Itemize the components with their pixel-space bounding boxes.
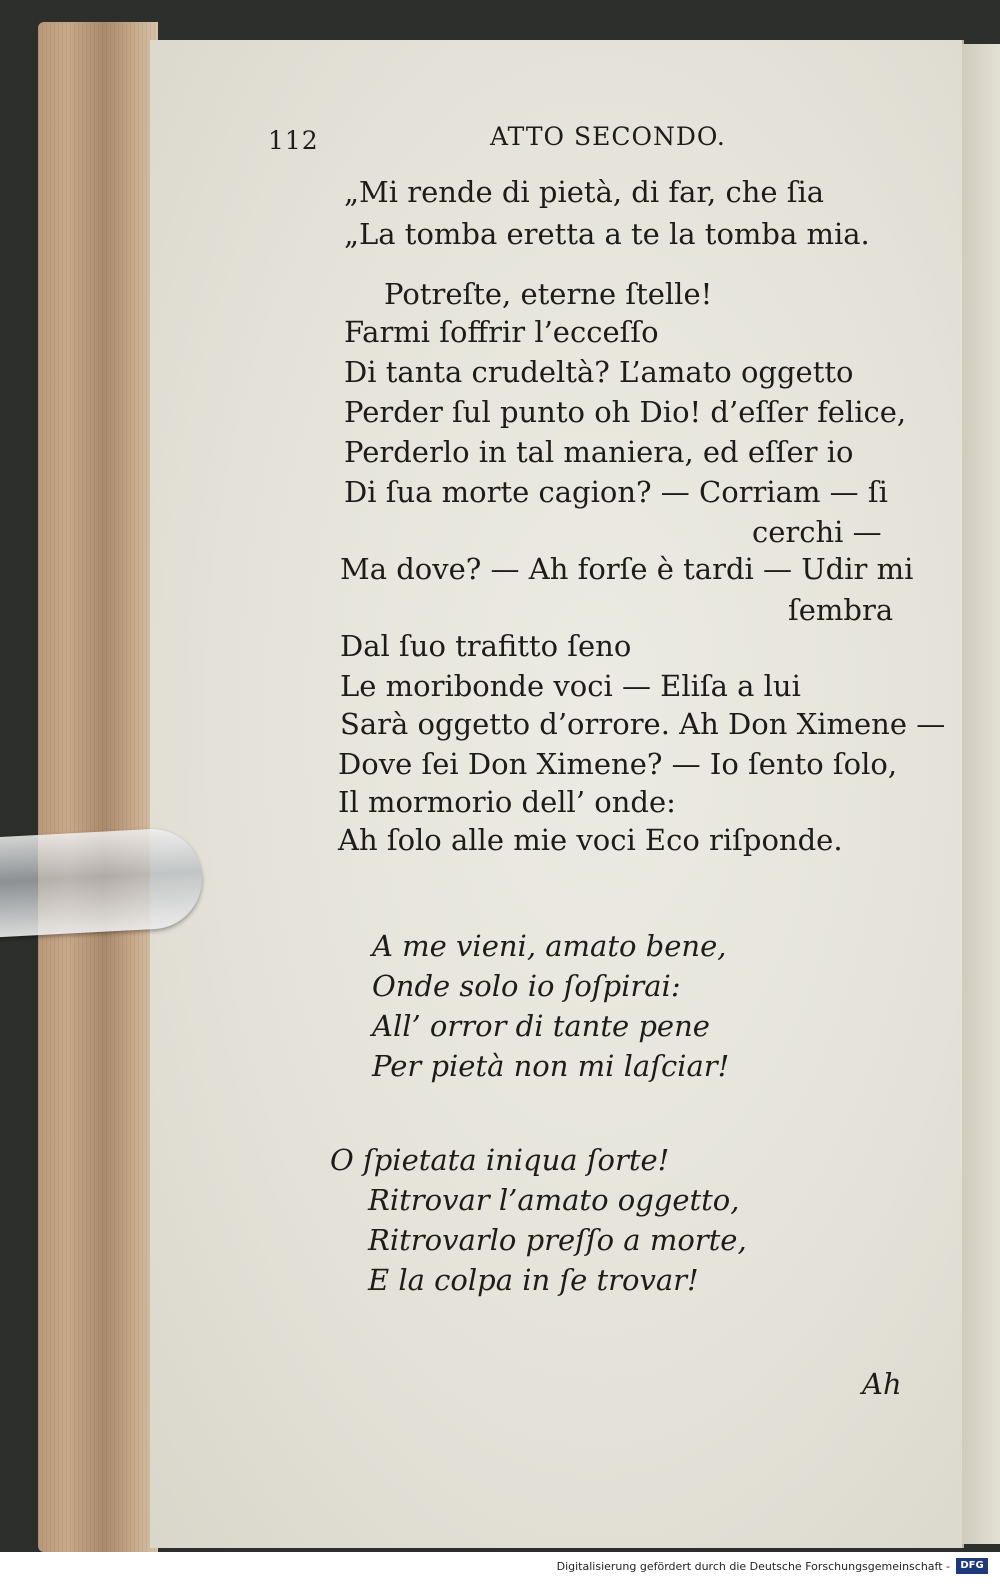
aria-line: E la colpa in ſe trovar! bbox=[368, 1263, 699, 1297]
page-clip bbox=[0, 827, 204, 938]
aria-line: A me vieni, amato bene, bbox=[372, 929, 727, 963]
book-page-edges bbox=[38, 22, 158, 1552]
page-number: 112 bbox=[268, 126, 319, 155]
verse-line: „Mi rende di pietà, di far, che ſia bbox=[344, 175, 825, 209]
aria-line: Onde solo io ſoſpirai: bbox=[372, 969, 681, 1003]
dfg-logo: DFG bbox=[956, 1558, 988, 1574]
aria-line: O ſpietata iniqua ſorte! bbox=[330, 1143, 670, 1177]
recitative-line: Dal ſuo trafitto ſeno bbox=[340, 629, 632, 663]
footer bbox=[0, 1552, 1000, 1588]
recitative-line: Il mormorio dell’ onde: bbox=[338, 785, 676, 819]
facing-page-edge bbox=[962, 44, 1000, 1544]
recitative-line: cerchi — bbox=[752, 515, 882, 549]
recitative-line: Le moribonde voci — Eliſa a lui bbox=[340, 669, 801, 703]
recitative-line: Di tanta crudeltà? L’amato oggetto bbox=[344, 355, 854, 389]
recitative-line: Sarà oggetto d’orrore. Ah Don Ximene — bbox=[340, 707, 946, 741]
footer-credit: Digitalisierung gefördert durch die Deutsche Forschungsgemeinschaft - bbox=[556, 1560, 950, 1573]
recitative-line: Farmi ſoffrir l’ecceſſo bbox=[344, 315, 659, 349]
aria-line: All’ orror di tante pene bbox=[372, 1009, 710, 1043]
catchword: Ah bbox=[862, 1367, 902, 1401]
recitative-line: Di ſua morte cagion? — Corriam — ſi bbox=[344, 475, 888, 509]
verse-line: „La tomba eretta a te la tomba mia. bbox=[344, 217, 870, 251]
recitative-line: Potreſte, eterne ſtelle! bbox=[384, 277, 713, 311]
aria-line: Per pietà non mi laſciar! bbox=[372, 1049, 730, 1083]
recitative-line: Perderlo in tal maniera, ed eſſer io bbox=[344, 435, 854, 469]
running-title: ATTO SECONDO. bbox=[490, 122, 726, 151]
recitative-line: Ah ſolo alle mie voci Eco riſponde. bbox=[338, 823, 843, 857]
recitative-line: Ma dove? — Ah forſe è tardi — Udir mi bbox=[340, 552, 914, 586]
aria-line: Ritrovarlo preſſo a morte, bbox=[368, 1223, 747, 1257]
recitative-line: Dove ſei Don Ximene? — Io ſento ſolo, bbox=[338, 747, 898, 781]
aria-line: Ritrovar l’amato oggetto, bbox=[368, 1183, 740, 1217]
recitative-line: Perder ſul punto oh Dio! d’eſſer felice, bbox=[344, 395, 907, 429]
recitative-line: ſembra bbox=[788, 593, 894, 627]
